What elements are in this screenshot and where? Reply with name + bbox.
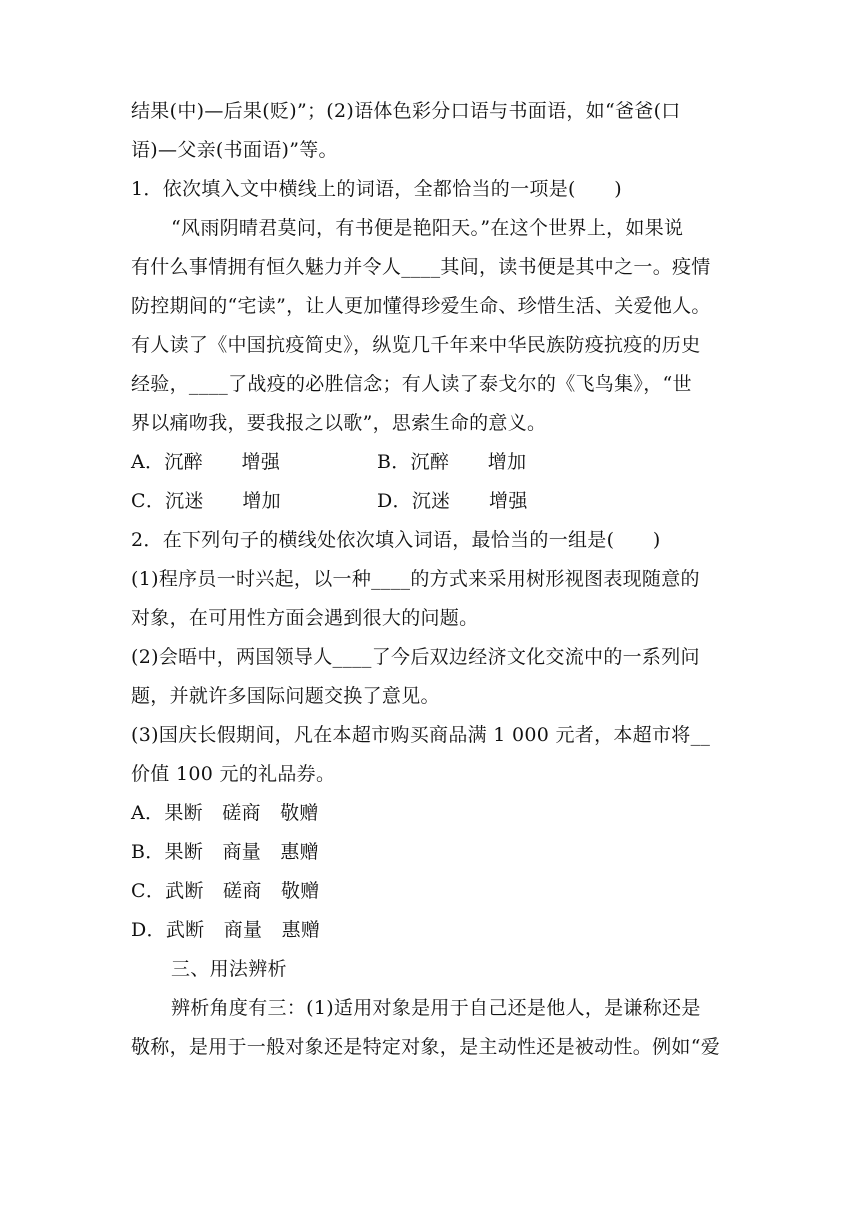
section-3-paragraph-line: 辨析角度有三：(1)适用对象是用于自己还是他人，是谦称还是 [171,997,701,1019]
question-2-option-b: B．果断 商量 惠赠 [131,841,319,863]
question-2-sentence-line: (3)国庆长假期间，凡在本超市购买商品满 1 000 元者，本超市将__ [131,724,711,746]
question-1-passage-line: 有人读了《中国抗疫简史》，纵览几千年来中华民族防疫抗疫的历史 [131,334,701,356]
question-1-passage-line: 有什么事情拥有恒久魅力并令人____其间，读书便是其中之一。疫情 [131,256,711,278]
question-2-sentence-line: 题，并就许多国际问题交换了意见。 [131,685,440,707]
question-1-passage-line: 界以痛吻我，要我报之以歌”，思索生命的意义。 [131,412,547,434]
question-1-passage-line: 经验，____了战疫的必胜信念；有人读了泰戈尔的《飞鸟集》，“世 [131,373,692,395]
question-2-option-a: A．果断 磋商 敬赠 [131,802,319,824]
question-2-sentence-line: 价值 100 元的礼品券。 [131,763,336,785]
question-1-options-row-2 [131,482,731,521]
question-2-stem: 2．在下列句子的横线处依次填入词语，最恰当的一组是( ) [131,529,661,551]
document-body [131,92,731,1067]
question-2-option-d: D．武断 商量 惠赠 [131,919,321,941]
question-2-option-c: C．武断 磋商 敬赠 [131,880,320,902]
section-3-heading: 三、用法辨析 [171,958,287,980]
intro-line-2: 语)—父亲(书面语)”等。 [131,139,338,161]
question-1-option-b: B．沉醉 增加 [377,451,527,473]
question-1-option-c: C．沉迷 增加 [131,490,281,512]
question-2-sentence-line: (1)程序员一时兴起，以一种____的方式来采用树形视图表现随意的 [131,568,700,590]
question-1-passage-line: 防控期间的“宅读”，让人更加懂得珍爱生命、珍惜生活、关爱他人。 [131,295,711,317]
question-1-option-a: A．沉醉 增强 [131,451,281,473]
question-1-stem: 1．依次填入文中横线上的词语，全都恰当的一项是( ) [131,178,623,200]
section-3-paragraph-line: 敬称，是用于一般对象还是特定对象，是主动性还是被动性。例如“爱 [131,1036,721,1058]
question-2-sentence-line: (2)会晤中，两国领导人____了今后双边经济文化交流中的一系列问 [131,646,700,668]
question-2-sentence-line: 对象，在可用性方面会遇到很大的问题。 [131,607,479,629]
question-1-option-d: D．沉迷 增强 [377,490,528,512]
intro-line-1: 结果(中)—后果(贬)”；(2)语体色彩分口语与书面语，如“爸爸(口 [131,100,681,122]
question-1-passage-line: “风雨阴晴君莫问，有书便是艳阳天。”在这个世界上，如果说 [171,217,684,239]
question-1-options-row-1 [131,443,731,482]
